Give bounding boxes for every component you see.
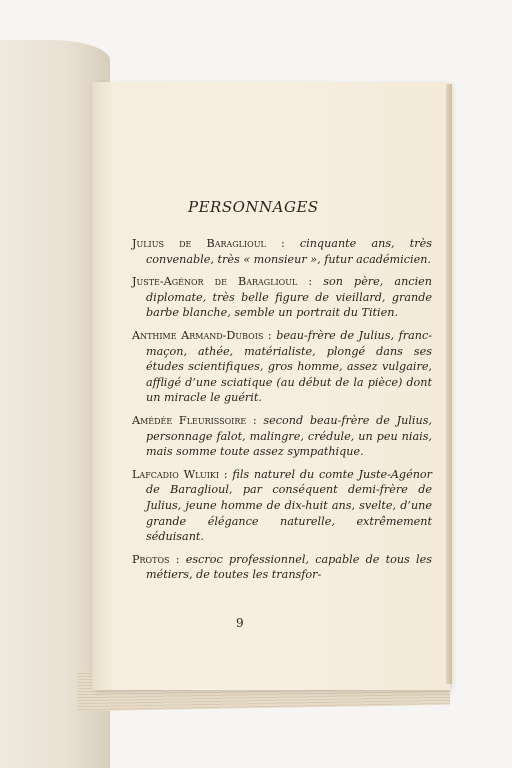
character-list — [132, 236, 432, 590]
character-entry: Juste-Agénor de Baraglioul : son père, ancien diplomate, très belle figure de vieillard, grande barbe blanche, semble un portrait du Titien. — [132, 275, 432, 320]
character-description: second beau-frère de Julius, personnage falot, malingre, crédule, un peu niais, mais somme toute assez sympathique. — [146, 413, 432, 459]
character-description: fils naturel du comte Juste-Agénor de Baraglioul, par conséquent demi-frère de Julius, jeune homme de dix-huit ans, svelte, d’une grande élégance naturelle, extrêmement séduisant. — [146, 467, 432, 544]
character-entry: Protos : escroc professionnel, capable de tous les métiers, de toutes les transfor- — [132, 552, 432, 582]
character-name: Anthime Armand-Dubois — [132, 328, 264, 342]
character-description: escroc professionnel, capable de tous les métiers, de toutes les transfor- — [146, 552, 432, 582]
character-description: beau-frère de Julius, franc-maçon, athée, matérialiste, plongé dans ses études scientifiques, gros homme, assez vulgaire, affligé d’une sciatique (au début de la pièce) dont un miracle le guérit. — [146, 328, 433, 405]
character-name: Protos — [132, 552, 170, 566]
page-number: 9 — [236, 616, 244, 630]
character-description: son père, ancien diplomate, très belle figure de vieillard, grande barbe blanche, semble un portrait du Titien. — [146, 275, 432, 320]
page-right-edge — [446, 84, 452, 684]
character-name: Lafcadio Wluiki — [132, 467, 219, 481]
page-title: PERSONNAGES — [188, 198, 319, 216]
character-name: Amédée Fleurissoire — [132, 413, 247, 427]
character-entry: Julius de Baraglioul : cinquante ans, très convenable, très « monsieur », futur académicien. — [132, 237, 432, 266]
character-description: cinquante ans, très convenable, très « monsieur », futur académicien. — [146, 237, 432, 266]
character-entry: Anthime Armand-Dubois : beau-frère de Julius, franc-maçon, athée, matérialiste, plongé dans ses études scientifiques, gros homme, assez vulgaire, affligé d’une sciatique (au début de la pièce) dont un miracle le guérit. — [132, 328, 433, 405]
character-entry: Amédée Fleurissoire : second beau-frère de Julius, personnage falot, malingre, crédule, un peu niais, mais somme toute assez sympathique. — [132, 413, 432, 459]
character-name: Juste-Agénor de Baraglioul — [132, 275, 298, 289]
character-name: Julius de Baraglioul — [132, 237, 266, 250]
character-entry: Lafcadio Wluiki : fils naturel du comte Juste-Agénor de Baraglioul, par conséquent demi-frère de Julius, jeune homme de dix-huit ans, svelte, d’une grande élégance naturelle, extrêmement séduisant. — [132, 467, 432, 544]
